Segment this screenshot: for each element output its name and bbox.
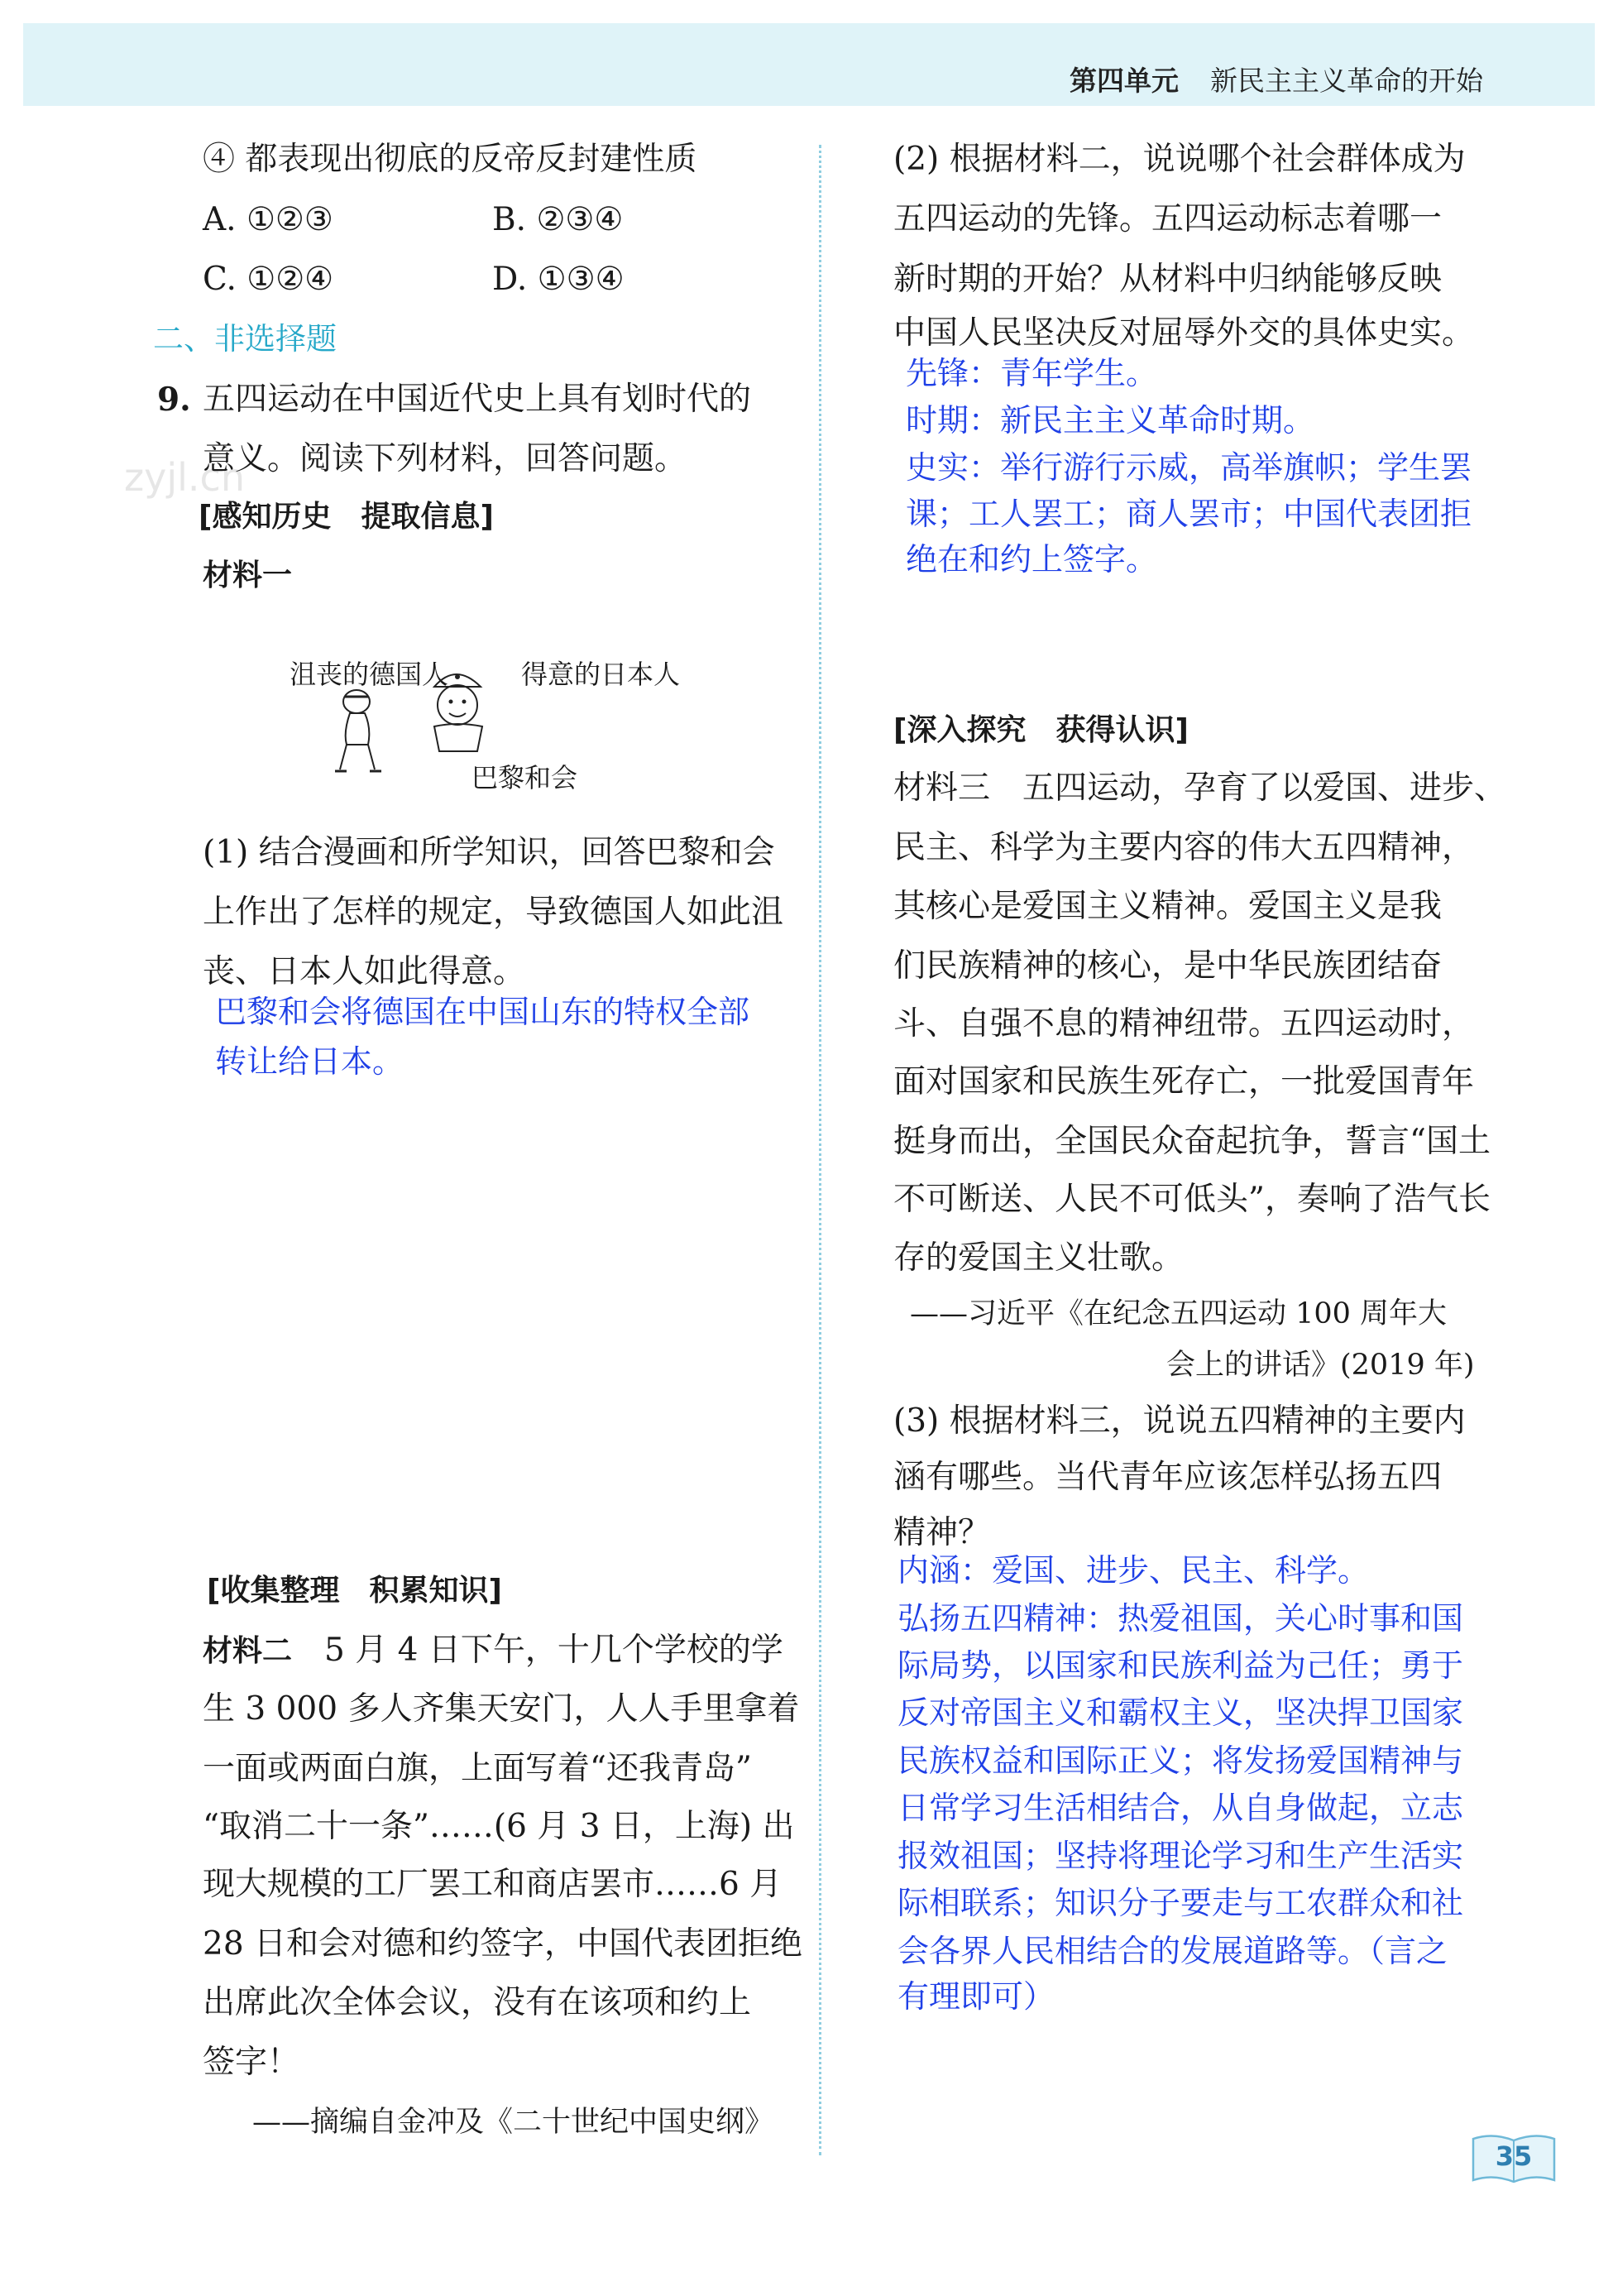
material-3-line-2: 民主、科学为主要内容的伟大五四精神， [893,829,1475,866]
choice-d: D. ①③④ [492,261,625,298]
answer-2-line-5: 绝在和约上签字。 [906,541,1158,578]
watermark: zyjl.cn [124,455,245,500]
material-3-line-6: 面对国家和民族生死存亡，一批爱国青年 [893,1063,1475,1100]
question-2-line-3: 新时期的开始？从材料中归纳能够反映 [893,261,1443,298]
question-1-line-3: 丧、日本人如此得意。 [203,953,526,990]
tag-deep-inquiry: [深入探究 获得认识] [893,713,1189,747]
material-2-line-6: 28 日和会对德和约签字，中国代表团拒绝 [203,1925,803,1963]
answer-2-line-4: 课；工人罢工；商人罢市；中国代表团拒 [906,496,1472,532]
question-2-line-4: 中国人民坚决反对屈辱外交的具体史实。 [893,314,1475,352]
page-number: 35 [1495,2140,1533,2172]
answer-3-line-3: 际局势，以国家和民族利益为己任；勇于 [897,1647,1464,1684]
material-3-line-8: 不可断送、人民不可低头”，奏响了浩气长 [893,1181,1491,1218]
tag-collect-organize: [收集整理 积累知识] [207,1574,502,1608]
page-header-band [23,23,1595,106]
answer-3-line-5: 民族权益和国际正义；将发扬爱国精神与 [897,1742,1464,1779]
answer-3-line-10: 有理即可） [897,1978,1055,2015]
question-3-line-1: (3) 根据材料三，说说五四精神的主要内 [893,1402,1466,1440]
tag-perceive-history: [感知历史 提取信息] [199,500,494,534]
question-3-line-2: 涵有哪些。当代青年应该怎样弘扬五四 [893,1459,1443,1496]
choice-a: A. ①②③ [203,201,333,238]
material-3-line-9: 存的爱国主义壮歌。 [893,1239,1185,1277]
question-1-line-1: (1) 结合漫画和所学知识，回答巴黎和会 [203,834,775,871]
material-2-line-4: “取消二十一条”……(6 月 3 日，上海) 出 [203,1808,795,1845]
question-3-line-3: 精神？ [893,1514,991,1551]
header-title: 新民主主义革命的开始 [1210,65,1483,97]
answer-1-line-2: 转让给日本。 [215,1043,404,1080]
material-3-line-1: 材料三 五四运动，孕育了以爱国、进步、 [893,769,1507,807]
material-2-line-5: 现大规模的工厂罢工和商店罢市……6 月 [203,1866,783,1903]
choice-c: C. ①②④ [203,261,334,298]
answer-3-line-8: 际相联系；知识分子要走与工农群众和社 [897,1885,1464,1921]
answer-3-line-9: 会各界人民相结合的发展道路等。（言之 [897,1933,1448,1969]
answer-2-line-3: 史实：举行游行示威，高举旗帜；学生罢 [906,449,1472,486]
material-2-line-1 [203,1627,783,1675]
material-2-text-1: 5 月 4 日下午，十几个学校的学 [292,1632,783,1669]
answer-2-line-1: 先锋：青年学生。 [906,355,1158,391]
header-text [1070,60,1483,98]
answer-3-line-7: 报效祖国；坚持将理论学习和生产生活实 [897,1838,1464,1874]
header-unit: 第四单元 [1070,65,1179,97]
material-2-label: 材料二 [203,1634,293,1668]
material-3-line-7: 挺身而出，全国民众奋起抗争，誓言“国土 [893,1123,1491,1160]
material-2-source: ——摘编自金冲及《二十世纪中国史纲》 [252,2106,774,2139]
japanese-figure-illustration [418,662,496,753]
answer-3-line-4: 反对帝国主义和霸权主义，坚决捍卫国家 [897,1694,1464,1731]
material-3-source-2: 会上的讲话》(2019 年) [1166,1349,1475,1382]
material-3-line-4: 们民族精神的核心，是中华民族团结奋 [893,947,1443,985]
material-3-source-1: ——习近平《在纪念五四运动 100 周年大 [910,1297,1448,1330]
column-divider [819,145,821,2155]
answer-2-line-2: 时期：新民主主义革命时期。 [906,402,1315,439]
section-title: 二、非选择题 [153,321,337,357]
question-9-text-2: 意义。阅读下列材料，回答问题。 [203,440,687,477]
page-number-badge [1468,2131,1559,2188]
question-2-line-1: (2) 根据材料二，说说哪个社会群体成为 [893,141,1466,178]
answer-3-line-2: 弘扬五四精神：热爱祖国，关心时事和国 [897,1600,1464,1637]
option-4: ④ 都表现出彻底的反帝反封建性质 [203,141,697,178]
answer-3-line-1: 内涵：爱国、进步、民主、科学。 [897,1552,1370,1589]
material-3-line-5: 斗、自强不息的精神纽带。五四运动时， [893,1005,1475,1043]
german-figure-illustration [327,687,393,778]
cartoon-label-german: 沮丧的德国人 [290,659,449,690]
material-2-line-7: 出席此次全体会议，没有在该项和约上 [203,1984,752,2021]
choice-b: B. ②③④ [492,201,624,238]
material-2-line-3: 一面或两面白旗，上面写着“还我青岛” [203,1750,752,1787]
answer-1-line-1: 巴黎和会将德国在中国山东的特权全部 [215,994,750,1030]
material-2-line-8: 签字！ [203,2044,300,2081]
answer-3-line-6: 日常学习生活相结合，从自身做起，立志 [897,1790,1464,1826]
material-2-line-2: 生 3 000 多人齐集天安门，人人手里拿着 [203,1690,800,1728]
question-9-text-1: 五四运动在中国近代史上具有划时代的 [203,381,752,418]
question-9-number: 9. [157,381,191,419]
question-2-line-2: 五四运动的先锋。五四运动标志着哪一 [893,200,1443,237]
material-3-line-3: 其核心是爱国主义精神。爱国主义是我 [893,888,1443,925]
question-1-line-2: 上作出了怎样的规定，导致德国人如此沮 [203,894,784,931]
cartoon-label-paris: 巴黎和会 [471,762,578,793]
cartoon-label-japan: 得意的日本人 [521,659,681,690]
material-1-label: 材料一 [203,558,293,592]
